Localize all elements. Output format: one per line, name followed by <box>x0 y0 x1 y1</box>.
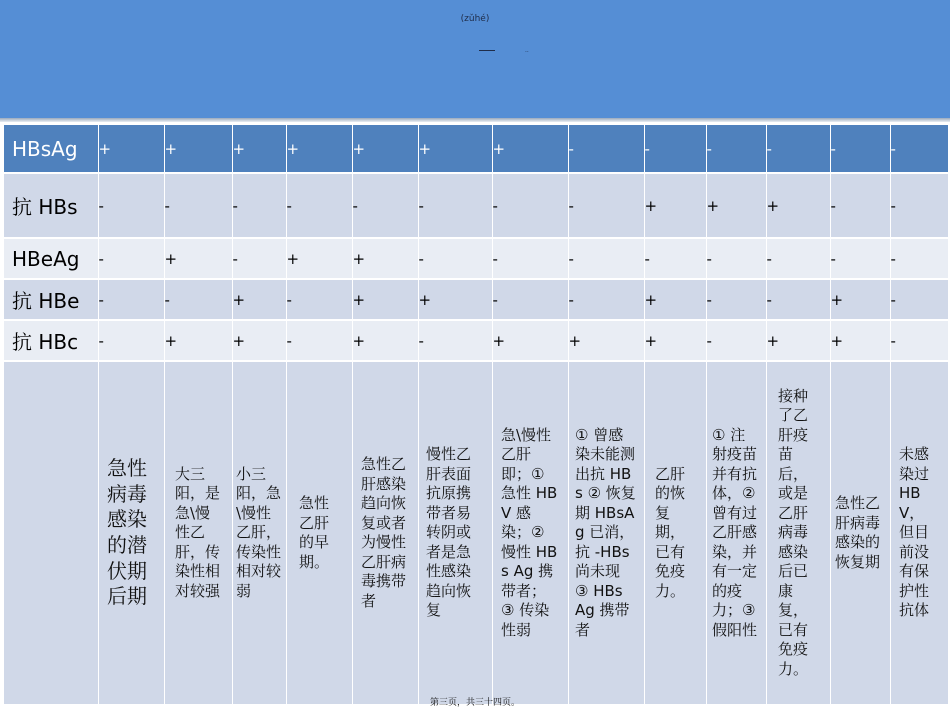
banner-title: (zǔhé) <box>460 14 490 24</box>
row-hbeag <box>4 238 948 279</box>
marker-result-cell: + <box>286 238 352 279</box>
marker-result-cell: + <box>286 125 352 173</box>
marker-result-cell: + <box>644 279 706 320</box>
marker-result-cell: - <box>644 125 706 173</box>
marker-result-cell: + <box>164 238 232 279</box>
interpretation-text: 大三阳，是急\慢性乙肝，传染性相对较强 <box>175 464 221 600</box>
marker-result-cell: + <box>418 125 492 173</box>
hbv-marker-table <box>4 125 949 706</box>
interpretation-cell <box>830 361 890 705</box>
interpretation-cell <box>98 361 164 705</box>
marker-result-cell: - <box>830 173 890 238</box>
marker-result-cell: - <box>830 238 890 279</box>
marker-result-cell: - <box>164 279 232 320</box>
marker-result-cell: + <box>352 320 418 361</box>
interpretation-text: ① 曾感染未能测出抗 HBs ② 恢复期 HBsAg 已消，抗 -HBs 尚未现 ③ HBs Ag 携带者 <box>575 425 636 639</box>
interpretation-text: 急性乙肝的早期。 <box>299 494 330 571</box>
marker-result-cell: + <box>164 125 232 173</box>
marker-result-cell: - <box>98 320 164 361</box>
marker-result-cell: - <box>766 125 830 173</box>
marker-result-cell: - <box>706 125 766 173</box>
marker-result-cell: - <box>706 279 766 320</box>
marker-result-cell: - <box>418 238 492 279</box>
interpretation-cell <box>164 361 232 705</box>
interpretation-text: 小三阳，急\慢性乙肝，传染性相对较弱 <box>236 464 282 600</box>
marker-result-cell: - <box>418 320 492 361</box>
interpretation-label-cell <box>4 361 98 705</box>
interpretation-text: 接种了乙肝疫苗后，或是乙肝病毒感染后已康复，已有免疫力。 <box>778 386 809 678</box>
row-label: 抗 HBc <box>4 320 98 361</box>
marker-result-cell: + <box>830 320 890 361</box>
marker-result-cell: - <box>492 238 568 279</box>
marker-result-cell: + <box>830 279 890 320</box>
marker-result-cell: + <box>352 125 418 173</box>
marker-result-cell: + <box>568 320 644 361</box>
row-anti-hbs <box>4 173 948 238</box>
interpretation-cell <box>232 361 286 705</box>
banner-shadow <box>0 118 950 122</box>
marker-result-cell: + <box>706 173 766 238</box>
marker-result-cell: + <box>352 238 418 279</box>
marker-result-cell: - <box>232 173 286 238</box>
marker-result-cell: - <box>98 279 164 320</box>
marker-result-cell: - <box>232 238 286 279</box>
row-label: 抗 HBs <box>4 173 98 238</box>
interpretation-text: 急性乙肝病毒感染的恢复期 <box>835 494 881 571</box>
marker-result-cell: - <box>568 173 644 238</box>
marker-result-cell: + <box>232 279 286 320</box>
marker-result-cell: - <box>568 279 644 320</box>
marker-result-cell: + <box>418 279 492 320</box>
interpretation-text: ① 注射疫苗并有抗体，② 曾有过乙肝感染，并有一定的疫力；③ 假阳性 <box>712 425 758 639</box>
marker-result-cell: + <box>352 279 418 320</box>
interpretation-cell <box>568 361 644 705</box>
marker-result-cell: - <box>706 238 766 279</box>
interpretation-text: 未感染过 HBV，但目前没有保护性抗体 <box>899 445 930 620</box>
marker-result-cell: + <box>644 320 706 361</box>
banner-mark: .. <box>525 47 529 54</box>
interpretation-text: 急性病毒感染的潜伏期后期 <box>107 456 147 609</box>
marker-result-cell: - <box>352 173 418 238</box>
marker-result-cell: - <box>492 173 568 238</box>
interpretation-text: 急\慢性乙肝即；① 急性 HBV 感染；② 慢性 HBs Ag 携带者；③ 传染性弱 <box>501 425 558 639</box>
marker-result-cell: - <box>890 125 948 173</box>
interpretation-cell <box>286 361 352 705</box>
marker-result-cell: + <box>644 173 706 238</box>
marker-result-cell: + <box>492 125 568 173</box>
banner-dash <box>479 50 495 51</box>
interpretation-text: 慢性乙肝表面抗原携带者易转阴或者是急性感染趋向恢复 <box>426 445 472 620</box>
row-label: HBsAg <box>4 125 98 173</box>
marker-result-cell: + <box>98 125 164 173</box>
marker-result-cell: + <box>232 125 286 173</box>
marker-result-cell: - <box>830 125 890 173</box>
marker-result-cell: - <box>492 279 568 320</box>
interpretation-cell <box>644 361 706 705</box>
marker-result-cell: - <box>164 173 232 238</box>
marker-result-cell: - <box>286 173 352 238</box>
marker-result-cell: - <box>644 238 706 279</box>
marker-result-cell: - <box>98 173 164 238</box>
marker-result-cell: - <box>418 173 492 238</box>
marker-result-cell: - <box>568 238 644 279</box>
row-anti-hbc <box>4 320 948 361</box>
page-footer: 第三页，共三十四页。 <box>429 698 520 708</box>
interpretation-cell <box>418 361 492 705</box>
marker-result-cell: - <box>890 173 948 238</box>
marker-result-cell: - <box>286 279 352 320</box>
row-interpretation <box>4 361 948 705</box>
marker-result-cell: + <box>164 320 232 361</box>
interpretation-cell <box>890 361 948 705</box>
row-hbsag <box>4 125 948 173</box>
marker-result-cell: - <box>890 238 948 279</box>
marker-result-cell: - <box>98 238 164 279</box>
marker-result-cell: - <box>890 279 948 320</box>
interpretation-text: 急性乙肝感染趋向恢复或者为慢性乙肝病毒携带者 <box>361 455 407 610</box>
marker-result-cell: - <box>286 320 352 361</box>
marker-result-cell: - <box>568 125 644 173</box>
marker-result-cell: - <box>766 238 830 279</box>
row-label: 抗 HBe <box>4 279 98 320</box>
marker-result-cell: - <box>766 279 830 320</box>
marker-result-cell: + <box>492 320 568 361</box>
marker-result-cell: + <box>232 320 286 361</box>
marker-result-cell: - <box>890 320 948 361</box>
interpretation-cell <box>352 361 418 705</box>
row-label: HBeAg <box>4 238 98 279</box>
interpretation-cell <box>766 361 830 705</box>
marker-result-cell: + <box>766 173 830 238</box>
marker-result-cell: - <box>706 320 766 361</box>
marker-result-cell: + <box>766 320 830 361</box>
interpretation-cell <box>492 361 568 705</box>
interpretation-text: 乙肝的恢复期，已有免疫力。 <box>655 464 686 600</box>
interpretation-cell <box>706 361 766 705</box>
title-banner <box>0 0 950 118</box>
row-anti-hbe <box>4 279 948 320</box>
